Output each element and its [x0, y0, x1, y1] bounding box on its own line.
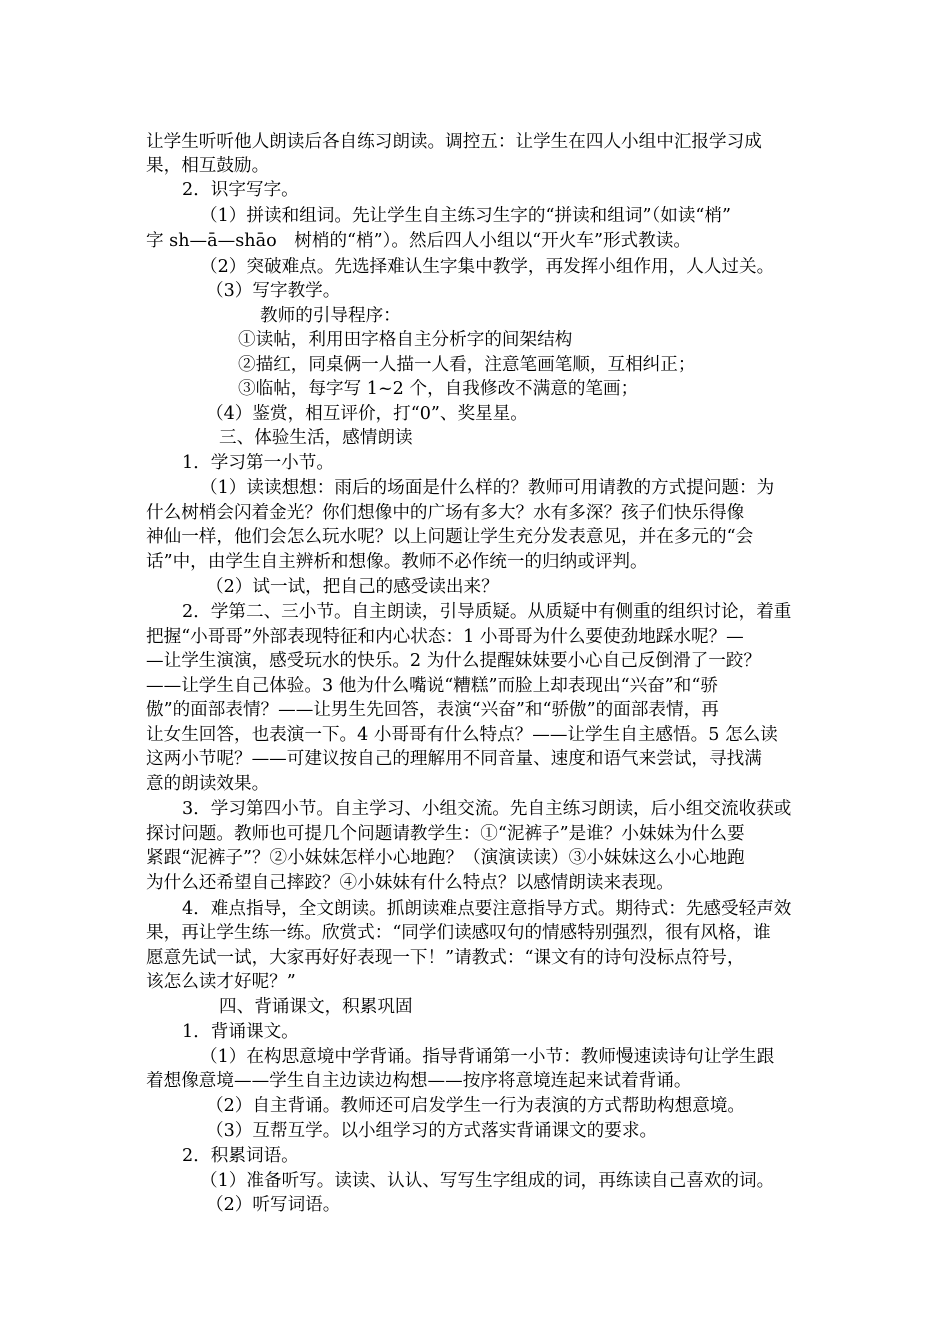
- section-heading: 四、背诵课文，积累巩固: [219, 997, 413, 1017]
- text-line: ③临帖，每字写 1~2 个，自我修改不满意的笔画；: [238, 379, 639, 399]
- text-line: （1）准备听写。读读、认认、写写生字组成的词，再练读自己喜欢的词。: [200, 1171, 775, 1191]
- text-line: 愿意先试一试，大家再好好表现一下！”请教式：“课文有的诗句没标点符号，: [146, 948, 745, 968]
- text-line: 字 sh—ā—shāo 树梢的“梢”）。然后四人小组以“开火车”形式教读。: [146, 231, 691, 251]
- text-line: 意的朗读效果。: [146, 774, 270, 794]
- text-line: （1）读读想想：雨后的场面是什么样的？教师可用请教的方式提问题：为: [200, 478, 775, 498]
- text-line: 教师的引导程序：: [260, 306, 401, 326]
- text-line: （2）试一试，把自己的感受读出来？: [206, 577, 499, 597]
- text-line: 紧跟“泥裤子”？②小妹妹怎样小心地跑？（演演读读）③小妹妹这么小心地跑: [146, 848, 745, 868]
- text-line: 该怎么读才好呢？”: [146, 972, 296, 992]
- text-line: （2）听写词语。: [206, 1195, 341, 1215]
- text-line: （1）拼读和组词。先让学生自主练习生字的“拼读和组词”（如读“梢”: [200, 206, 731, 226]
- text-line: 把握“小哥哥”外部表现特征和内心状态：1 小哥哥为什么要使劲地踩水呢？—: [146, 627, 744, 647]
- text-line: 话”中，由学生自主辨析和想像。教师不必作统一的归纳或评判。: [146, 552, 648, 572]
- text-line: 神仙一样，他们会怎么玩水呢？以上问题让学生充分发表意见，并在多元的“会: [146, 527, 754, 547]
- text-line: ——让学生自己体验。3 他为什么嘴说“糟糕”而脸上却表现出“兴奋”和“骄: [146, 676, 718, 696]
- text-line: （2）自主背诵。教师还可启发学生一行为表演的方式帮助构想意境。: [206, 1096, 746, 1116]
- text-line: 探讨问题。教师也可提几个问题请教学生：①“泥裤子”是谁？小妹妹为什么要: [146, 824, 745, 844]
- text-line: （1）在构思意境中学背诵。指导背诵第一小节：教师慢速读诗句让学生跟: [200, 1047, 775, 1067]
- text-line: 4．难点指导，全文朗读。抓朗读难点要注意指导方式。期待式：先感受轻声效: [182, 899, 792, 919]
- text-line: 果，再让学生练一练。欣赏式：“同学们读感叹句的情感特别强烈，很有风格，谁: [146, 923, 771, 943]
- text-line: 2．识字写字。: [182, 180, 299, 200]
- text-line: 这两小节呢？——可建议按自己的理解用不同音量、速度和语气来尝试，寻找满: [146, 749, 762, 769]
- text-line: 为什么还希望自己摔跤？④小妹妹有什么特点？以感情朗读来表现。: [146, 873, 674, 893]
- text-line: —让学生演演，感受玩水的快乐。2 为什么提醒妹妹要小心自己反倒滑了一跤？: [146, 651, 761, 671]
- text-line: ①读帖，利用田字格自主分析字的间架结构: [238, 330, 573, 350]
- text-line: 2．学第二、三小节。自主朗读，引导质疑。从质疑中有侧重的组织讨论，着重: [182, 602, 792, 622]
- text-line: （3）互帮互学。以小组学习的方式落实背诵课文的要求。: [206, 1121, 658, 1141]
- text-line: 2．积累词语。: [182, 1146, 299, 1166]
- text-line: 傲”的面部表情？——让男生先回答，表演“兴奋”和“骄傲”的面部表情，再: [146, 700, 719, 720]
- text-line: 1．学习第一小节。: [182, 453, 334, 473]
- text-line: 果，相互鼓励。: [146, 156, 270, 176]
- text-line: ②描红，同桌俩一人描一人看，注意笔画笔顺，互相纠正；: [238, 355, 696, 375]
- text-line: 3．学习第四小节。自主学习、小组交流。先自主练习朗读，后小组交流收获或: [182, 799, 792, 819]
- text-line: 1．背诵课文。: [182, 1022, 299, 1042]
- text-line: （2）突破难点。先选择难认生字集中教学，再发挥小组作用，人人过关。: [200, 257, 775, 277]
- text-line: 着想像意境——学生自主边读边构想——按序将意境连起来试着背诵。: [146, 1071, 692, 1091]
- section-heading: 三、体验生活，感情朗读: [219, 428, 413, 448]
- text-line: （3）写字教学。: [206, 281, 341, 301]
- text-line: 让女生回答，也表演一下。4 小哥哥有什么特点？——让学生自主感悟。5 怎么读: [146, 725, 778, 745]
- text-line: 什么树梢会闪着金光？你们想像中的广场有多大？水有多深？孩子们快乐得像: [146, 503, 745, 523]
- text-line: （4）鉴赏，相互评价，打“0”、奖星星。: [206, 404, 528, 424]
- text-line: 让学生听听他人朗读后各自练习朗读。调控五：让学生在四人小组中汇报学习成: [146, 132, 762, 152]
